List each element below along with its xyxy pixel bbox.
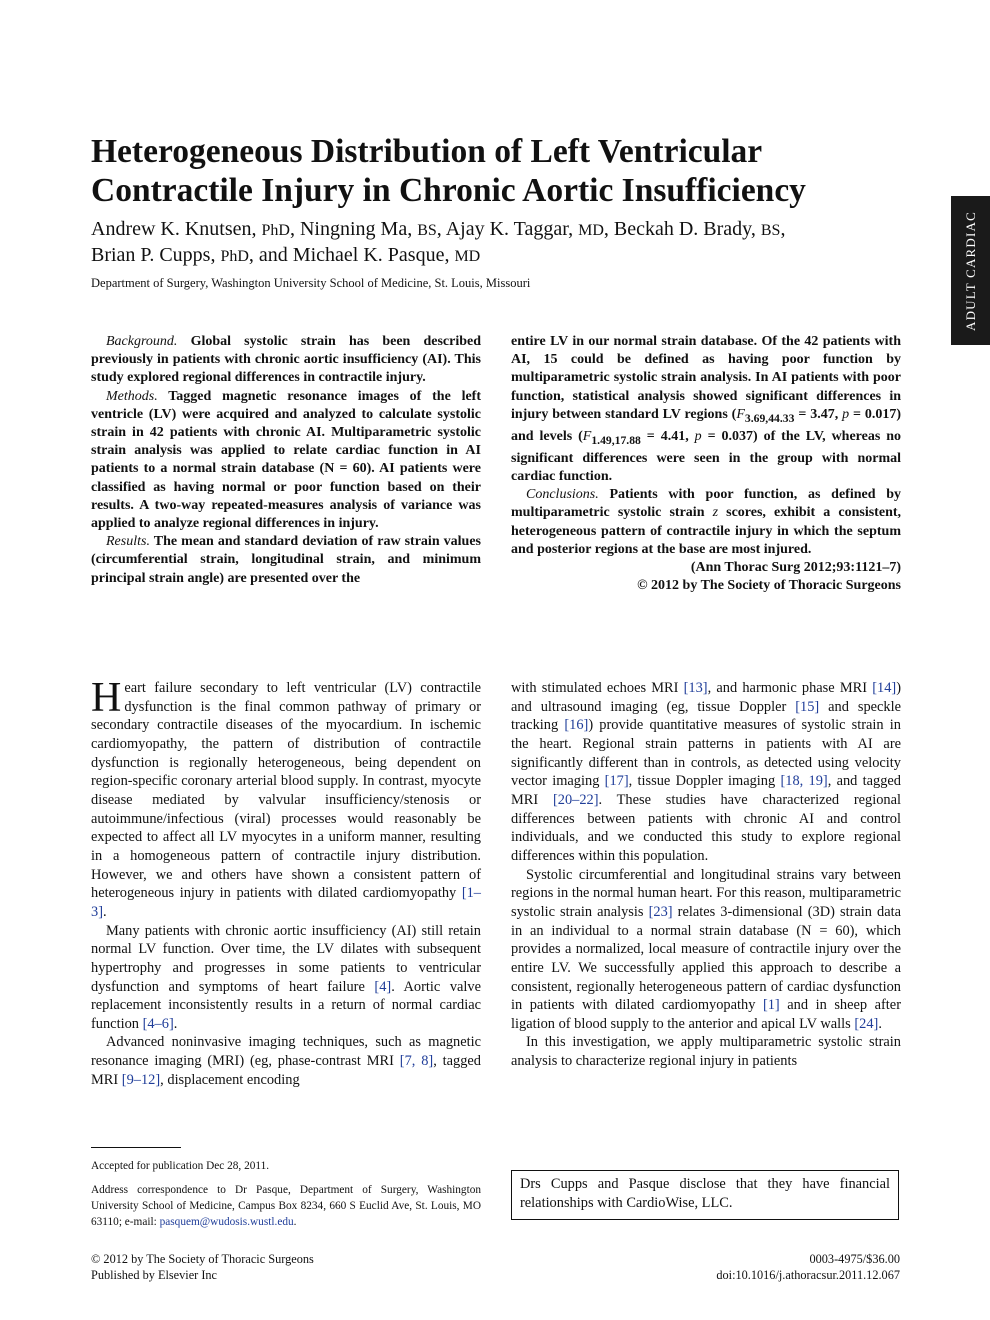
email-link[interactable]: pasquem@wudosis.wustl.edu (159, 1216, 294, 1228)
footer-publisher: Published by Elsevier Inc (91, 1268, 218, 1282)
conclusions-label: Conclusions. (526, 487, 599, 503)
abstract-results: Results. The mean and standard deviation of raw strain values (circumferential strain, longitudinal strain, and minimum principal strain angle) are presented over the (91, 534, 482, 586)
body-right-column (511, 679, 901, 1071)
abstract-conclusions: Conclusions. Patients with poor function, as defined by multiparametric systolic strain z scores, exhibit a consistent, heterogeneous pattern of contractile injury in which the septum and posterior regions at the base are most injured. (511, 487, 902, 557)
body-paragraph: Many patients with chronic aortic insufficiency (AI) still retain normal LV function. Over time, the LV dilates with subsequent hypertrophy and progresses in some patients to ventricular dysfunction and symptoms of heart failure [4]. Aortic valve replacement inconsistently results in a return of normal cardiac function [4–6]. (91, 922, 481, 1032)
author-degree: MD (454, 248, 481, 265)
author-name: Andrew K. Knutsen (91, 218, 252, 240)
footer-left (91, 1251, 314, 1283)
body-paragraph: In this investigation, we apply multiparametric systolic strain analysis to characterize regional injury in patients (511, 1034, 901, 1070)
section-tab-label: ADULT CARDIAC (962, 210, 978, 331)
reference-link[interactable]: [17] (604, 773, 629, 790)
author-degree: BS (760, 222, 781, 239)
author-degree: PhD (220, 248, 249, 265)
affiliation: Department of Surgery, Washington University School of Medicine, St. Louis, Missouri (91, 276, 531, 290)
reference-link[interactable]: [20–22] (552, 791, 599, 808)
body-paragraph: Advanced noninvasive imaging techniques, such as magnetic resonance imaging (MRI) (eg, phase-contrast MRI [7, 8], tagged MRI [9–12], displacement encoding (91, 1034, 481, 1088)
article-title: Heterogeneous Distribution of Left Ventricular Contractile Injury in Chronic Aortic Insufficiency (91, 133, 806, 209)
accepted-date: Accepted for publication Dec 28, 2011. (91, 1160, 270, 1172)
reference-link[interactable]: [13] (683, 680, 708, 696)
footnotes (91, 1158, 481, 1238)
reference-link[interactable]: [18, 19] (780, 773, 828, 790)
footer-copyright: © 2012 by The Society of Thoracic Surgeons (91, 1252, 314, 1266)
footer-issn: 0003-4975/$36.00 (809, 1252, 900, 1266)
reference-link[interactable]: [4] (374, 978, 392, 995)
results-label: Results. (106, 534, 150, 550)
abstract-copyright: © 2012 by The Society of Thoracic Surgeons (637, 578, 901, 594)
body-left-column (91, 675, 481, 1089)
reference-link[interactable]: [7, 8] (399, 1053, 434, 1070)
background-label: Background. (106, 334, 178, 349)
section-tab (951, 196, 990, 345)
author-degree: BS (417, 222, 437, 239)
journal-citation: (Ann Thorac Surg 2012;93:1121–7) (690, 560, 901, 576)
abstract-methods: Methods. Tagged magnetic resonance images of the left ventricle (LV) were acquired and analyzed to calculate systolic strain in 42 patients with chronic AI. Multiparametric systolic strain analysis was applied to relate cardiac function in AI patients to a normal strain database (N = 60). AI patients were classified as having normal or poor function based on their results. A two-way repeated-measures analysis of variance was applied to analyze regional differences in injury. (91, 388, 481, 532)
author-name: Brian P. Cupps (91, 244, 211, 266)
author-name: Michael K. Pasque (292, 244, 445, 266)
reference-link[interactable]: [16] (564, 717, 589, 734)
author-list: Andrew K. Knutsen, PhD, Ningning Ma, BS, Ajay K. Taggar, MD, Beckah D. Brady, BS, Brian P. Cupps, PhD, and Michael K. Pasque, MD (91, 218, 786, 266)
author-name: Beckah D. Brady (613, 218, 751, 240)
disclosure-box: Drs Cupps and Pasque disclose that they have financial relationships with CardioWise, LLC. (511, 1170, 899, 1220)
methods-label: Methods. (106, 388, 158, 404)
reference-link[interactable]: [1] (762, 997, 780, 1014)
correspondence-address: Address correspondence to Dr Pasque, Department of Surgery, Washington University School of Medicine, Campus Box 8234, 660 S Euclid Ave, St. Louis, MO 63110; e-mail: pasquem@wudosis.wustl.edu. (91, 1184, 481, 1228)
author-degree: MD (578, 222, 604, 239)
reference-link[interactable]: [14] (872, 680, 897, 696)
body-paragraph: with stimulated echoes MRI [13], and harmonic phase MRI [14]) and ultrasound imaging (eg, tissue Doppler [15] and speckle tracking [16]) provide quantitative measures of systolic strain in the heart. Regional strain patterns in patients with AI are significantly different than in controls, as detected using velocity vector imaging [17], tissue Doppler imaging [18, 19], and tagged MRI [20–22]. These studies have characterized regional differences between patients with chronic AI and control individuals, and we conducted this study to explore regional differences within this population. (511, 680, 902, 864)
drop-cap: H (91, 675, 122, 721)
footnote-divider (91, 1147, 181, 1148)
body-paragraph: Systolic circumferential and longitudinal strains vary between regions in the normal human heart. For this reason, multiparametric systolic strain analysis [23] relates 3-dimensional (3D) strain data in an individual to a normal strain database (N = 60), which provides a normalized, local measure of contractile injury over the entire LV. We successfully applied this approach to describe a consistent, regionally heterogeneous pattern of cardiac dysfunction in patients with dilated cardiomyopathy [1] and in sheep after ligation of blood supply to the anterior and apical LV walls [24]. (511, 866, 901, 1032)
footer-doi: doi:10.1016/j.athoracsur.2011.12.067 (716, 1268, 900, 1282)
reference-link[interactable]: [15] (795, 698, 820, 715)
reference-link[interactable]: [4–6] (142, 1015, 174, 1032)
abstract-right-column (511, 333, 901, 595)
reference-link[interactable]: [23] (648, 903, 673, 920)
author-name: Ajay K. Taggar (445, 218, 569, 240)
abstract-results-continued: entire LV in our normal strain database. Of the 42 patients with AI, 15 could be defined as having poor function by multiparametric systolic strain analysis. In AI patients with poor function, statistical analysis showed significant differences in injury between standard LV regions ($F_{3.69,44.33} = 3.47$, p = 0.017) and levels ($F_{1.49,17.88} = 4.41$, p = 0.037) of the LV, whereas no significant differences were seen in the group with normal cardiac function. (511, 334, 902, 485)
body-paragraph: Heart failure secondary to left ventricular (LV) contractile dysfunction is the final common pathway of primary or secondary contractile diseases of the myocardium. In ischemic cardiomyopathy, the pattern of distribution of contractile dysfunction is regionally heterogeneous, being dependent on region-specific coronary arterial blood supply. In contrast, myocyte disease mediated by valvular insufficiency/stenosis or autoimmune/infectious (viral) processes would reasonably be expected to affect all LV myocytes in a uniform manner, resulting in a homogeneous pattern of contractile injury distribution. However, we and others have shown a consistent pattern of heterogeneous injury in patients with dilated cardiomyopathy [1–3]. (91, 675, 481, 920)
footer-right (716, 1251, 900, 1283)
author-degree: PhD (261, 222, 290, 239)
reference-link[interactable]: [24] (854, 1015, 879, 1032)
reference-link[interactable]: [1–3] (91, 885, 481, 920)
reference-link[interactable]: [9–12] (121, 1071, 161, 1088)
abstract-left-column (91, 333, 481, 588)
author-name: Ningning Ma (299, 218, 408, 240)
abstract-background: Background. Global systolic strain has been described previously in patients with chronic aortic insufficiency (AI). This study explored regional differences in contractile injury. (91, 334, 482, 386)
